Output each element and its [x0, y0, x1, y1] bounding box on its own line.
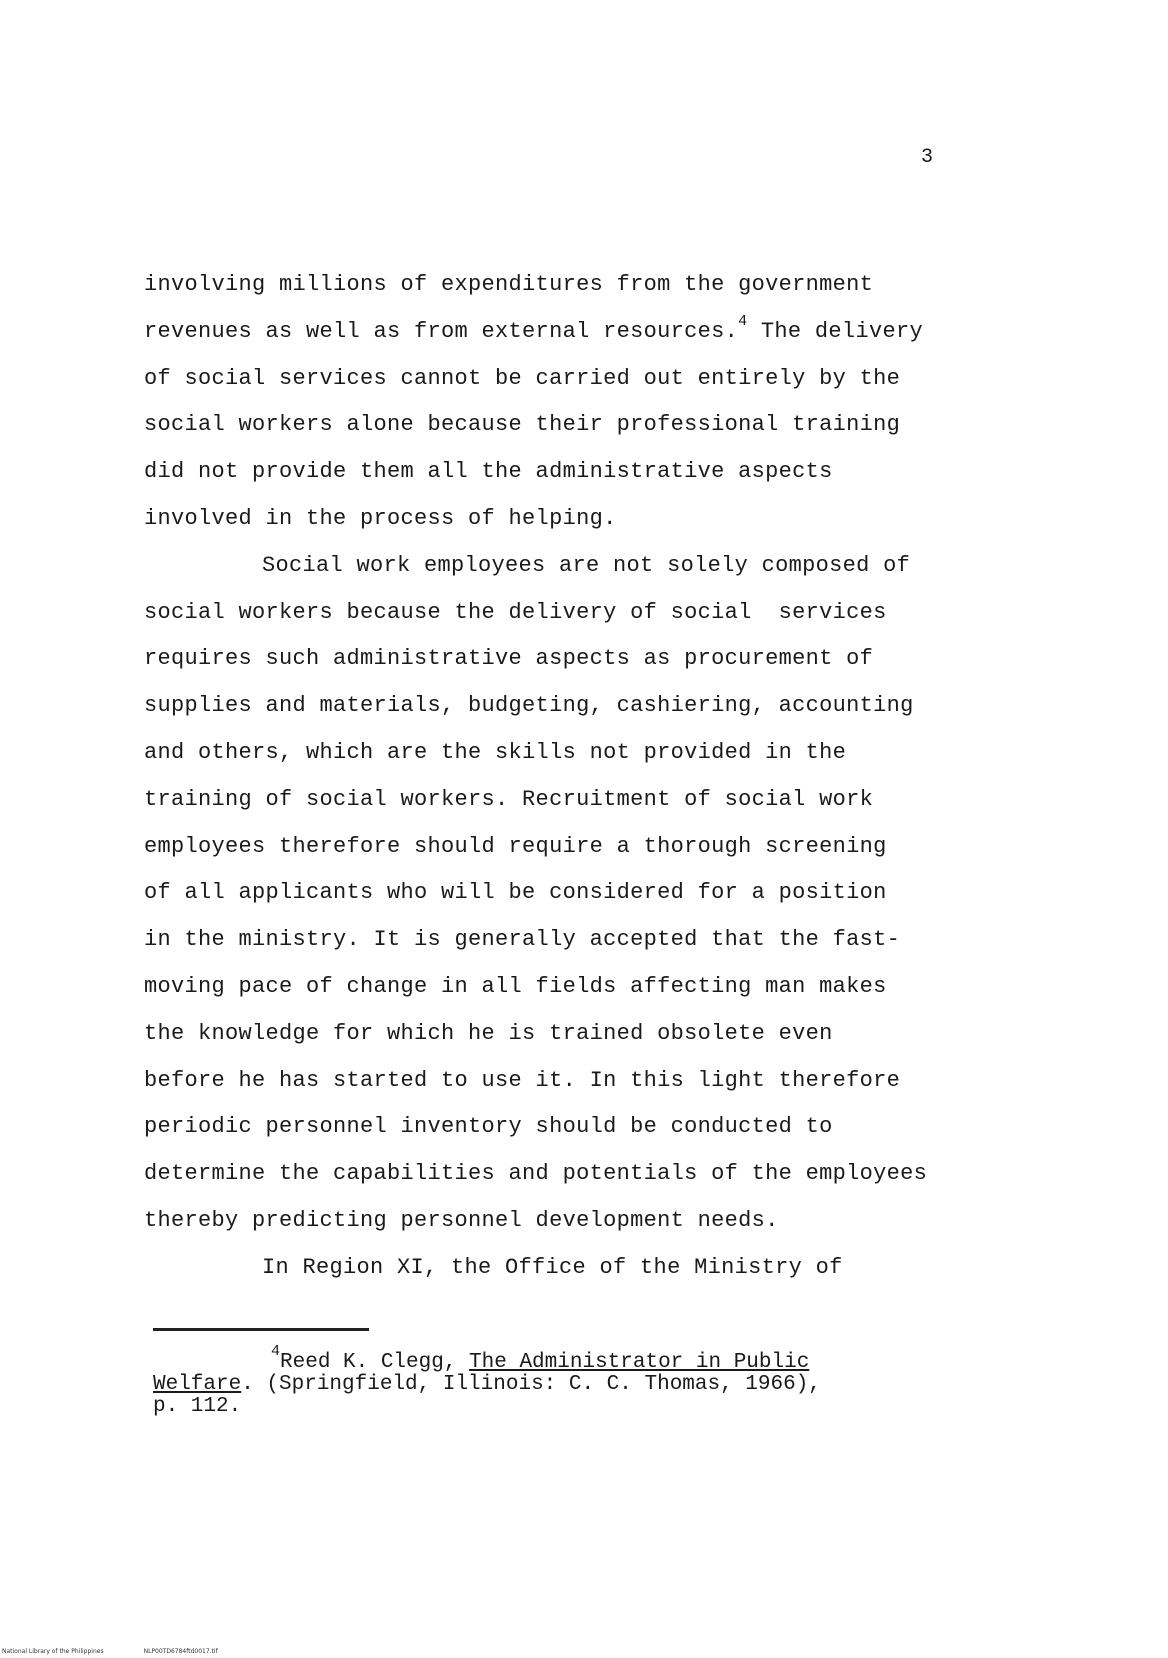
text-line: periodic personnel inventory should be conducted to: [144, 1114, 833, 1140]
text-line: and others, which are the skills not provided in the: [144, 739, 847, 765]
text-line: did not provide them all the administrative aspects: [144, 459, 833, 485]
footnote-page: p. 112.: [153, 1395, 242, 1418]
text-line: determine the capabilities and potentials of the employees: [144, 1161, 928, 1187]
text-line: of social services cannot be carried out entirely by the: [144, 365, 901, 391]
text-line: supplies and materials, budgeting, cashiering, accounting: [144, 693, 914, 719]
footnote: [153, 1343, 933, 1418]
footnote-line: [153, 1343, 933, 1374]
scan-file-name: NLP00TD6784ftd0017.tif: [143, 1648, 218, 1655]
text-line: [144, 309, 974, 356]
footnote-title: Welfare: [153, 1373, 242, 1396]
text-line: In Region XI, the Office of the Ministry of: [262, 1254, 843, 1280]
text-line: in the ministry. It is generally accepted that the fast-: [144, 927, 901, 953]
footnote-title: The Administrator in Public: [469, 1351, 810, 1374]
text-segment: revenues as well as from external resources.: [144, 318, 739, 344]
text-line: the knowledge for which he is trained obsolete even: [144, 1020, 833, 1046]
text-line: social workers because the delivery of social services: [144, 599, 887, 625]
text-line: of all applicants who will be considered for a position: [144, 880, 887, 906]
text-line: social workers alone because their professional training: [144, 412, 901, 438]
text-line: involved in the process of helping.: [144, 505, 617, 531]
text-line: involving millions of expenditures from the government: [144, 272, 874, 297]
text-line: thereby predicting personnel development needs.: [144, 1207, 779, 1233]
footnote-number: 4: [271, 1343, 281, 1360]
footnote-divider: [153, 1328, 369, 1331]
text-segment: The delivery: [747, 318, 923, 344]
text-line: before he has started to use it. In this light therefore: [144, 1067, 901, 1093]
footnote-line: [153, 1374, 933, 1396]
text-line: moving pace of change in all fields affecting man makes: [144, 973, 887, 999]
text-line: requires such administrative aspects as procurement of: [144, 646, 874, 672]
page-number: 3: [921, 146, 934, 169]
footnote-publication: . (Springfield, Illinois: C. C. Thomas, 1966),: [241, 1373, 821, 1396]
body-text: [144, 262, 974, 1292]
footnote-author: Reed K. Clegg,: [280, 1351, 470, 1374]
text-line: employees therefore should require a thorough screening: [144, 833, 887, 859]
library-name: National Library of the Philippines: [2, 1648, 104, 1655]
text-line: training of social workers. Recruitment of social work: [144, 786, 874, 812]
archive-caption: [2, 1648, 218, 1655]
text-line: Social work employees are not solely composed of: [262, 552, 911, 578]
footnote-reference: 4: [738, 312, 748, 330]
